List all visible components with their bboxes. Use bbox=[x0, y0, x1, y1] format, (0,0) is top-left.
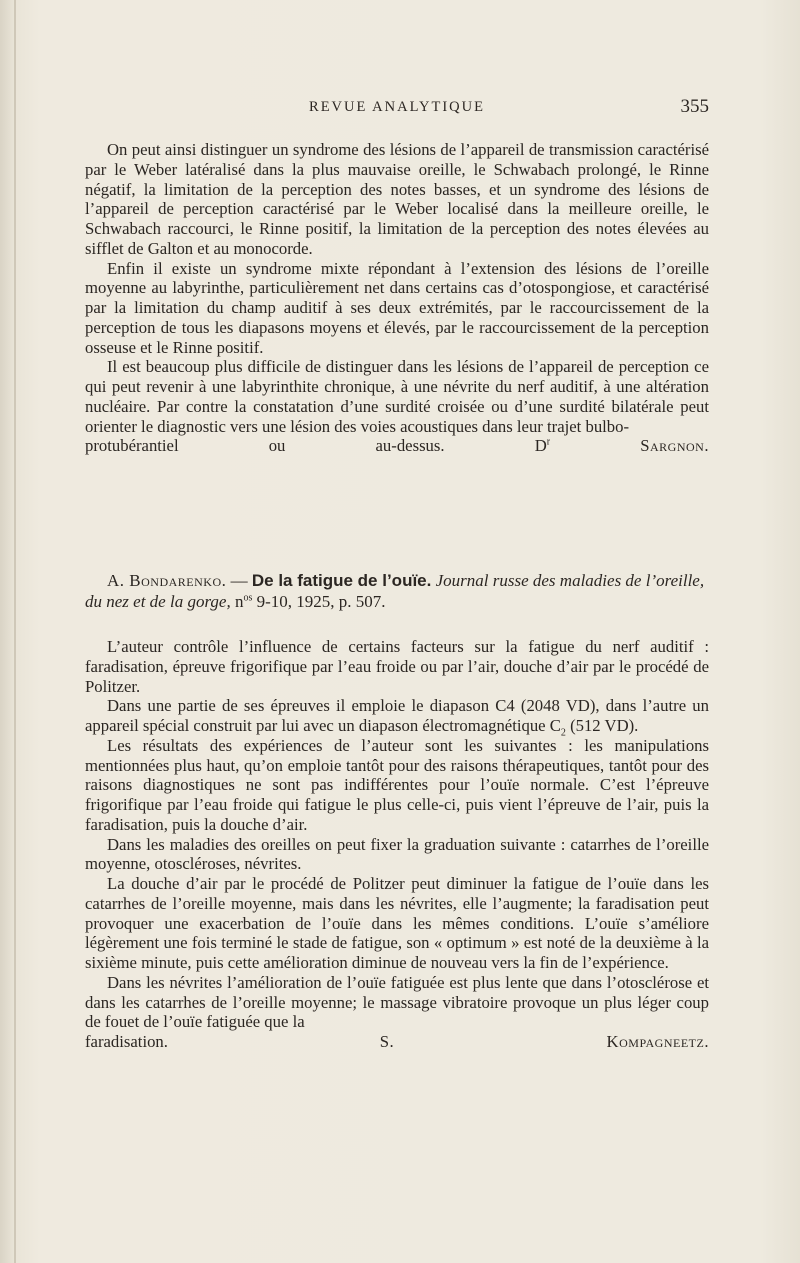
signature: S. Kompagneetz. bbox=[379, 1032, 710, 1051]
signature-line bbox=[85, 1032, 709, 1052]
paragraph: Les résultats des expériences de l’auteur sont les suivantes : les manipulations mentionnées plus haut, qu’on emploie tantôt pour des raisons thérapeutiques, tantôt pour des raisons diagnostiques ne sont pas indifférentes pour l’ouïe normale. C’est l’épreuve frigorifique par l’eau froide qui fatigue le plus celle-ci, puis vient l’épreuve de l’air, puis la faradisation, puis la douche d’air. bbox=[85, 735, 709, 834]
journal-name: Journal russe des maladies de l’oreille, du nez et de la gorge, bbox=[85, 571, 705, 611]
paragraph-body: Il est beaucoup plus difficile de distinguer dans les lésions de l’appareil de perception ce qui peut revenir à une labyrinthite chronique, à une névrite du nerf auditif, à une altération nucléaire. Par contre la constatation d’une surdité croisée ou d’une surdité bilatérale peut orienter le diagnostic vers une lésion des voies acoustiques dans leur trajet bulbo- bbox=[85, 357, 709, 436]
review-sargnon-text bbox=[85, 140, 709, 456]
heading-dash: — bbox=[230, 571, 248, 590]
page-header bbox=[85, 96, 709, 120]
signature: $D^r$ Sargnon. bbox=[534, 436, 710, 456]
paragraph: Dans les névrites l’amélioration de l’ouïe fatiguée est plus lente que dans l’otosclérose et dans les catarrhes de l’oreille moyenne; le massage vibratoire provoque un plus léger coup de fouet de l’ouïe fatiguée que la bbox=[85, 972, 709, 1032]
paragraph: La douche d’air par le procédé de Politzer peut diminuer la fatigue de l’ouïe dans les catarrhes de l’oreille moyenne, mais dans les névrites, elle l’augmente; la faradisation peut provoquer une exacerbation de l’ouïe dans les mêmes conditions. L’ouïe s’améliore légèrement une fois terminé le stade de fatigue, son « optimum » est noté de la deuxième à la sixième minute, puis cette amélioration diminue de nouveau vers la fin de l’expérience. bbox=[85, 874, 709, 972]
running-title: REVUE ANALYTIQUE bbox=[309, 99, 485, 115]
review-heading bbox=[85, 570, 709, 612]
review-kompagneetz-text bbox=[85, 637, 709, 1052]
paragraph bbox=[85, 357, 709, 436]
page-number: 355 bbox=[680, 96, 709, 117]
paragraph: Dans une partie de ses épreuves il emploie le diapason C4 (2048 VD), dans l’autre un appareil spécial construit par lui avec un diapason électromagnétique $C_2$ (512 VD). bbox=[85, 696, 709, 739]
signature-line bbox=[85, 436, 709, 456]
paragraph-last-line: protubérantiel ou au-dessus. bbox=[85, 436, 445, 456]
review-title: De la fatigue de l’ouïe. bbox=[251, 571, 432, 590]
paragraph: On peut ainsi distinguer un syndrome des lésions de l’appareil de transmission caractérisé par le Weber latéralisé dans la plus mauvaise oreille, le Schwabach prolongé, le Rinne négatif, la limitation de la perception des notes basses, et un syndrome des lésions de l’appareil de perception caractérisé par le Weber localisé dans la meilleure oreille, le Schwabach raccourci, le Rinne positif, la limitation de la perception des notes élevées au sifflet de Galton et au monocorde. bbox=[85, 140, 709, 258]
review-author: A. Bondarenko. bbox=[107, 571, 227, 590]
issue-info: $n^{os}$ 9-10, 1925, p. 507. bbox=[234, 592, 386, 611]
paragraph: Enfin il existe un syndrome mixte répondant à l’extension des lésions de l’oreille moyenne au labyrinthe, particulièrement net dans certains cas d’otospongiose, et caractérisé par la limitation du champ auditif à ses deux extrémités, par le raccourcissement de la perception de tous les diapasons moyens et élevés, par le raccourcissement de la perception osseuse et le Rinne positif. bbox=[85, 258, 709, 357]
paragraph-last-line: faradisation. bbox=[85, 1032, 168, 1051]
paragraph: Dans les maladies des oreilles on peut fixer la graduation suivante : catarrhes de l’oreille moyenne, otoscléroses, névrites. bbox=[85, 834, 709, 874]
page-binding-edge bbox=[14, 0, 16, 1263]
paragraph: L’auteur contrôle l’influence de certains facteurs sur la fatigue du nerf auditif : faradisation, épreuve frigorifique par l’eau froide ou par l’air, douche d’air par le procédé de Politzer. bbox=[85, 637, 709, 696]
